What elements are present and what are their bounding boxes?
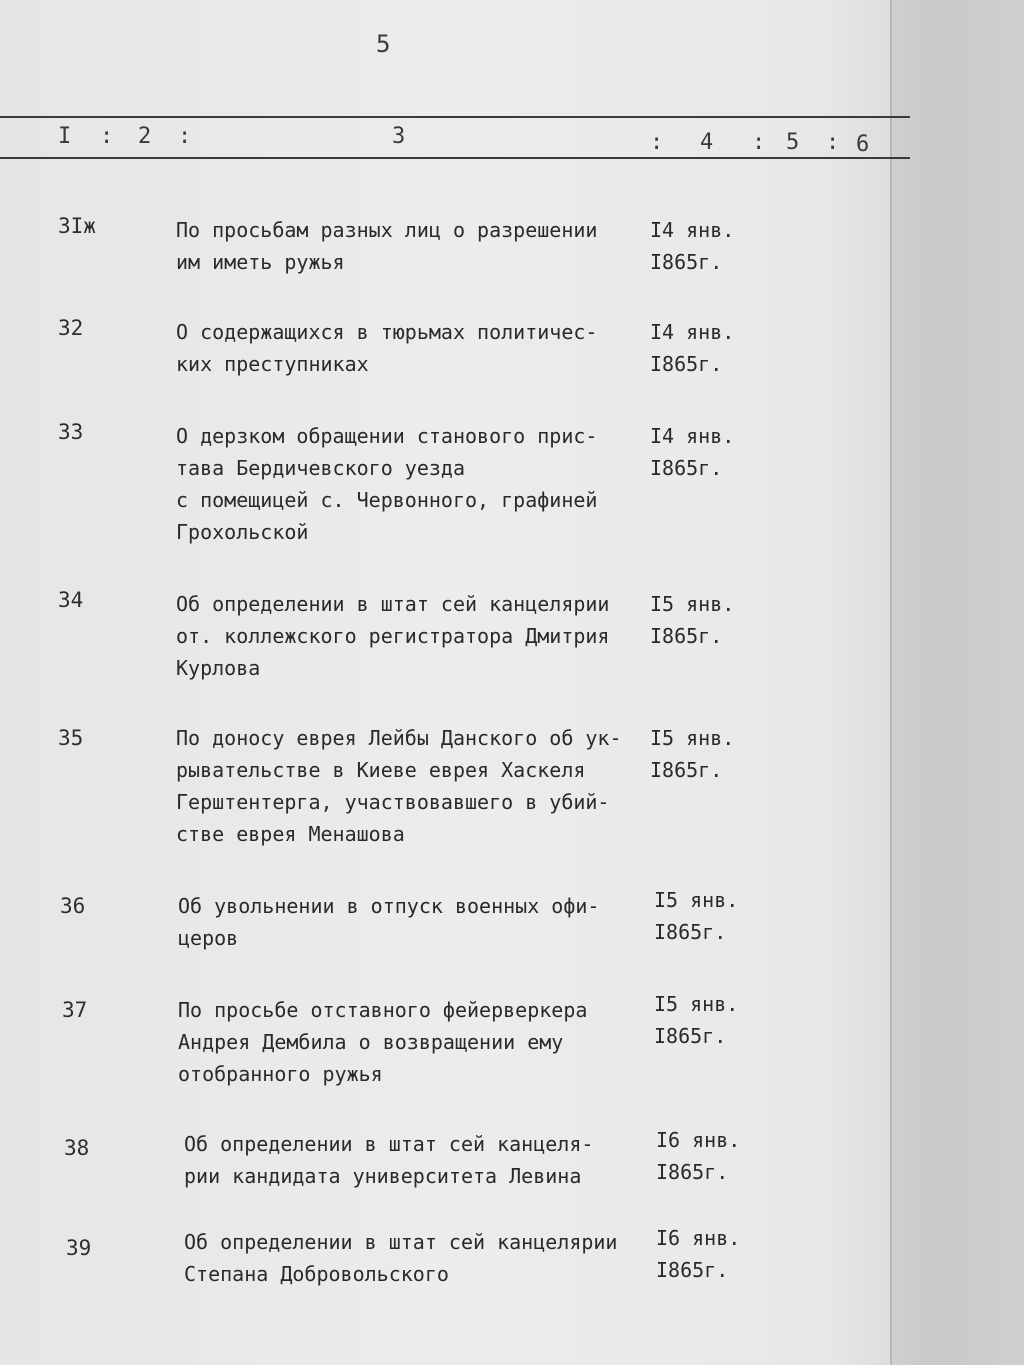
column-header-1: I bbox=[58, 124, 72, 149]
entry-number: 33 bbox=[58, 420, 84, 444]
entry-title: Об увольнении в отпуск военных офи- церов bbox=[178, 894, 600, 950]
entry-title: По доносу еврея Лейбы Данского об ук- рывательстве в Киеве еврея Хаскеля Герштентерга, участвовавшего в убий- стве еврея Менашова bbox=[176, 726, 622, 846]
page-number: 5 bbox=[376, 30, 391, 58]
entry-title: По просьбе отставного фейерверкера Андрея Дембила о возвращении ему отобранного ружья bbox=[178, 998, 588, 1086]
entry-title: О дерзком обращении станового прис- тава Бердичевского уезда с помещицей с. Червонного, графиней Грохольской bbox=[176, 424, 598, 544]
entry-title: О содержащихся в тюрьмах политичес- ких преступниках bbox=[176, 320, 598, 376]
column-header-4: 4 bbox=[700, 130, 714, 155]
entry-number: 36 bbox=[60, 894, 86, 918]
entry-title: Об определении в штат сей канцелярии Степана Добровольского bbox=[184, 1230, 618, 1286]
entry-title: Об определении в штат сей канцеля- рии кандидата университета Левина bbox=[184, 1132, 594, 1188]
entry-number: 35 bbox=[58, 726, 84, 750]
entry-date: I4 янв. I865г. bbox=[650, 424, 735, 480]
entry-date: I4 янв. I865г. bbox=[650, 218, 735, 274]
entry-number: 32 bbox=[58, 316, 84, 340]
entry-number: 38 bbox=[64, 1136, 90, 1160]
entry-date: I5 янв. I865г. bbox=[654, 992, 739, 1048]
entry-number: 3Iж bbox=[58, 214, 96, 238]
entry-date: I5 янв. I865г. bbox=[654, 888, 739, 944]
column-separator: : bbox=[178, 124, 192, 149]
column-separator: : bbox=[752, 130, 766, 155]
column-separator: : bbox=[650, 130, 664, 155]
entry-number: 37 bbox=[62, 998, 88, 1022]
adjacent-page-edge bbox=[890, 0, 1024, 1365]
column-separator: : bbox=[826, 130, 840, 155]
entry-date: I4 янв. I865г. bbox=[650, 320, 735, 376]
entry-date: I6 янв. I865г. bbox=[656, 1226, 741, 1282]
column-header-6: 6 bbox=[856, 132, 870, 157]
header-rule-top bbox=[0, 116, 910, 118]
column-header-3: 3 bbox=[392, 124, 406, 149]
entry-number: 34 bbox=[58, 588, 84, 612]
entry-date: I5 янв. I865г. bbox=[650, 726, 735, 782]
entry-title: Об определении в штат сей канцелярии от. коллежского регистратора Дмитрия Курлова bbox=[176, 592, 610, 680]
entry-title: По просьбам разных лиц о разрешении им иметь ружья bbox=[176, 218, 598, 274]
header-rule-bottom bbox=[0, 157, 910, 159]
column-separator: : bbox=[100, 124, 114, 149]
entry-number: 39 bbox=[66, 1236, 92, 1260]
entry-date: I5 янв. I865г. bbox=[650, 592, 735, 648]
column-header-5: 5 bbox=[786, 130, 800, 155]
column-header-2: 2 bbox=[138, 124, 152, 149]
entry-date: I6 янв. I865г. bbox=[656, 1128, 741, 1184]
